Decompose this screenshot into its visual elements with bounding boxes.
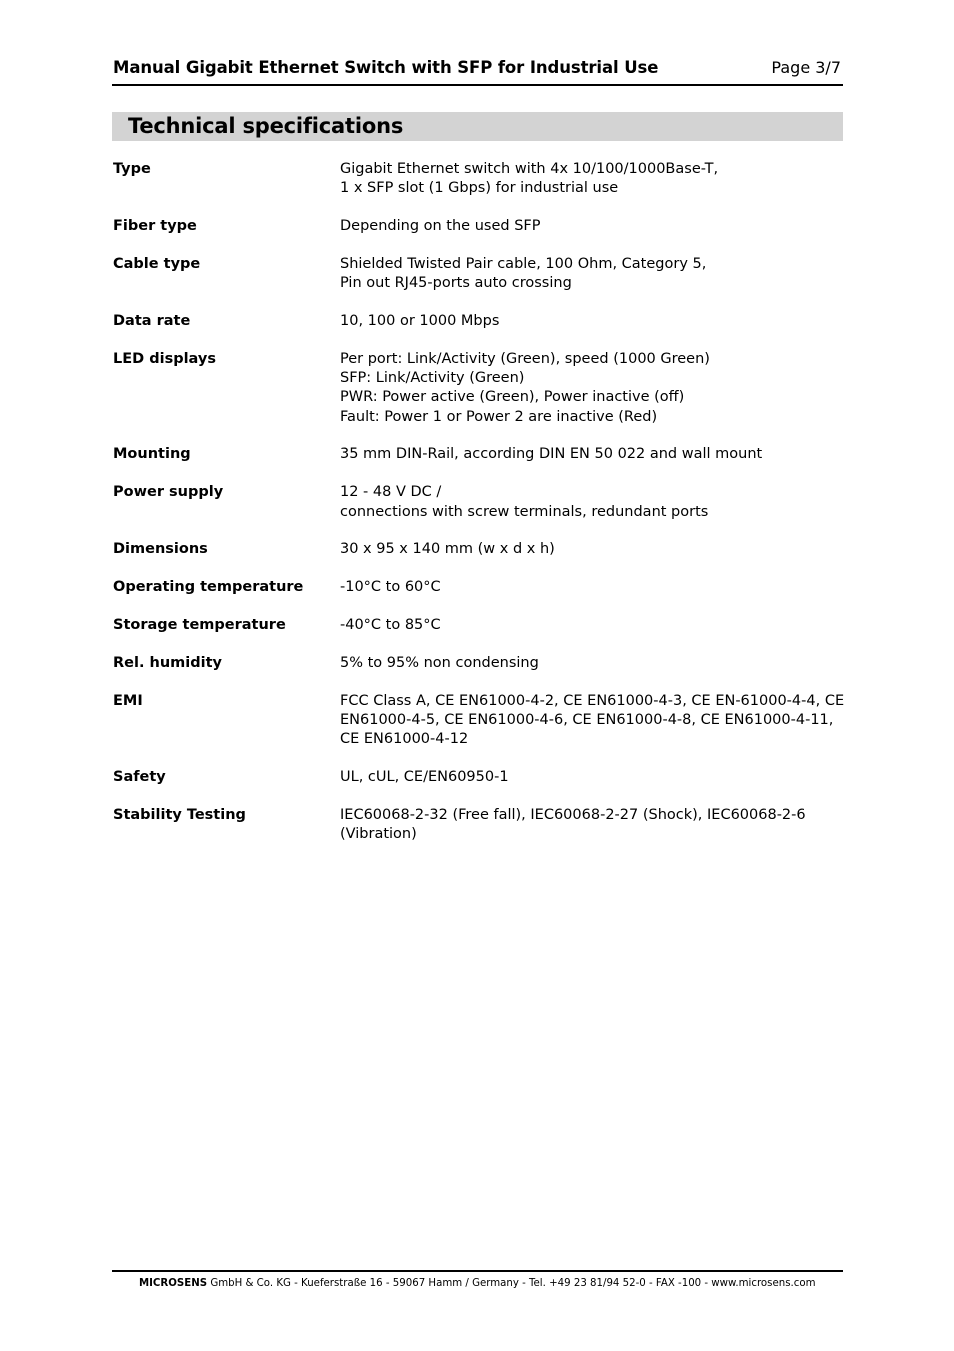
spec-label: Storage temperature bbox=[113, 616, 286, 633]
spec-row bbox=[113, 654, 843, 673]
spec-label: LED displays bbox=[113, 350, 216, 367]
spec-value-line: EN61000-4-5, CE EN61000-4-6, CE EN61000-4-8, CE EN61000-4-11, bbox=[340, 711, 834, 728]
spec-label: Rel. humidity bbox=[113, 654, 222, 671]
spec-row bbox=[113, 540, 843, 559]
spec-label: Power supply bbox=[113, 484, 224, 501]
page-header bbox=[112, 56, 843, 86]
spec-value bbox=[340, 160, 843, 199]
spec-row bbox=[113, 445, 843, 464]
spec-value bbox=[340, 578, 843, 597]
spec-value-line: -10°C to 60°C bbox=[340, 579, 441, 596]
spec-row bbox=[113, 806, 843, 845]
document-title: Manual Gigabit Ethernet Switch with SFP for Industrial Use bbox=[113, 58, 659, 77]
spec-value-line: FCC Class A, CE EN61000-4-2, CE EN61000-4-3, CE EN-61000-4-4, CE bbox=[340, 692, 845, 709]
spec-value-line: Per port: Link/Activity (Green), speed (1000 Green) bbox=[340, 350, 710, 367]
spec-label: Stability Testing bbox=[113, 806, 246, 823]
spec-value bbox=[340, 350, 843, 427]
spec-row bbox=[113, 312, 843, 331]
spec-label: Mounting bbox=[113, 446, 191, 463]
spec-label: EMI bbox=[113, 692, 143, 709]
spec-row bbox=[113, 616, 843, 635]
spec-value-line: Gigabit Ethernet switch with 4x 10/100/1000Base-T, bbox=[340, 161, 719, 177]
spec-value bbox=[340, 217, 843, 236]
spec-row bbox=[113, 255, 843, 294]
spec-value-line: 12 - 48 V DC / bbox=[340, 484, 442, 501]
spec-table bbox=[113, 160, 843, 863]
spec-value-line: Shielded Twisted Pair cable, 100 Ohm, Category 5, bbox=[340, 255, 707, 272]
spec-value-line: Fault: Power 1 or Power 2 are inactive (Red) bbox=[340, 408, 658, 425]
page-footer bbox=[112, 1270, 843, 1289]
footer-details: GmbH & Co. KG - Kueferstraße 16 - 59067 Hamm / Germany - Tel. +49 23 81/94 52-0 - FAX -100 - www.microsens.com bbox=[207, 1278, 816, 1289]
page-number: Page 3/7 bbox=[771, 58, 841, 77]
spec-row bbox=[113, 217, 843, 236]
section-title: Technical specifications bbox=[128, 114, 404, 138]
spec-value bbox=[340, 654, 843, 673]
spec-value-line: IEC60068-2-32 (Free fall), IEC60068-2-27 (Shock), IEC60068-2-6 bbox=[340, 806, 806, 823]
spec-row bbox=[113, 160, 843, 199]
spec-value-line: 5% to 95% non condensing bbox=[340, 654, 539, 671]
spec-value bbox=[340, 616, 843, 635]
spec-value-line: SFP: Link/Activity (Green) bbox=[340, 370, 525, 387]
spec-value bbox=[340, 692, 848, 750]
spec-label: Type bbox=[113, 161, 151, 177]
spec-value-line: 1 x SFP slot (1 Gbps) for industrial use bbox=[340, 180, 619, 197]
spec-label: Cable type bbox=[113, 255, 201, 272]
spec-value-line: UL, cUL, CE/EN60950-1 bbox=[340, 768, 509, 785]
spec-row bbox=[113, 692, 843, 750]
spec-value-line: PWR: Power active (Green), Power inactive (off) bbox=[340, 389, 685, 406]
spec-row bbox=[113, 578, 843, 597]
spec-value-line: 10, 100 or 1000 Mbps bbox=[340, 312, 500, 329]
footer-text bbox=[139, 1278, 816, 1289]
spec-label: Operating temperature bbox=[113, 579, 304, 596]
spec-row bbox=[113, 483, 843, 522]
spec-value-line: -40°C to 85°C bbox=[340, 616, 441, 633]
spec-label: Fiber type bbox=[113, 218, 197, 235]
footer-company: MICROSENS bbox=[139, 1278, 208, 1289]
spec-value-line: (Vibration) bbox=[340, 826, 417, 843]
spec-row bbox=[113, 768, 843, 787]
spec-value bbox=[340, 540, 843, 559]
spec-value-line: Pin out RJ45-ports auto crossing bbox=[340, 275, 572, 292]
spec-value-line: 30 x 95 x 140 mm (w x d x h) bbox=[340, 541, 555, 558]
spec-value bbox=[340, 255, 843, 294]
spec-value bbox=[340, 483, 843, 522]
spec-label: Safety bbox=[113, 768, 166, 785]
spec-value bbox=[340, 312, 843, 331]
spec-value bbox=[340, 445, 843, 464]
spec-row bbox=[113, 350, 843, 427]
spec-value-line: Depending on the used SFP bbox=[340, 218, 541, 235]
spec-label: Data rate bbox=[113, 312, 191, 329]
spec-value bbox=[340, 768, 843, 787]
spec-label: Dimensions bbox=[113, 541, 208, 558]
spec-value-line: connections with screw terminals, redundant ports bbox=[340, 503, 709, 520]
section-heading-bar bbox=[112, 112, 843, 141]
spec-value-line: CE EN61000-4-12 bbox=[340, 731, 469, 748]
spec-value bbox=[340, 806, 843, 845]
spec-value-line: 35 mm DIN-Rail, according DIN EN 50 022 and wall mount bbox=[340, 446, 763, 463]
